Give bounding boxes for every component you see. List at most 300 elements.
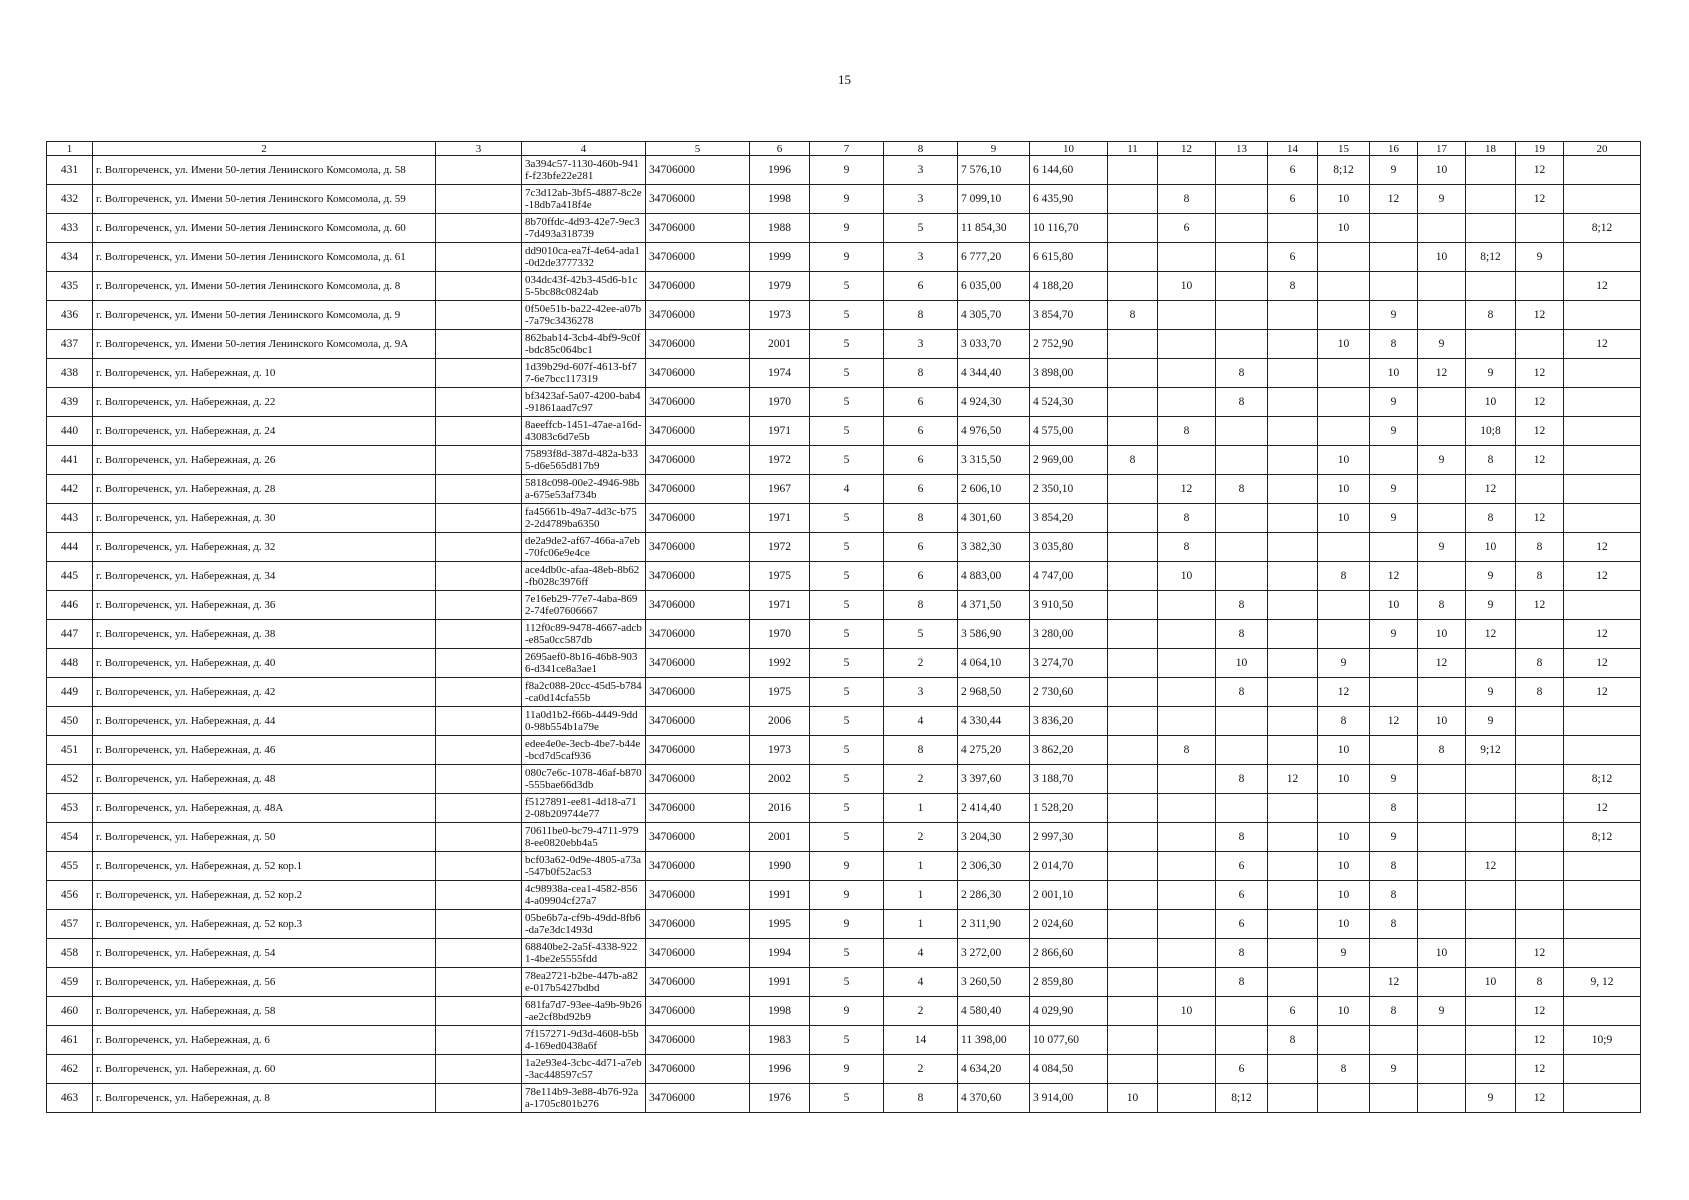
- cell-col-13: [1216, 301, 1268, 330]
- cell-col-12: [1158, 330, 1216, 359]
- cell-col-16: [1370, 243, 1418, 272]
- cell-col-3: [436, 272, 522, 301]
- cell-living-area: 6 435,90: [1030, 185, 1108, 214]
- cell-col-14: [1268, 707, 1318, 736]
- cell-house-guid: 681fa7d7-93ee-4a9b-9b26-ae2cf8bd92b9: [522, 997, 646, 1026]
- cell-entrances: 2: [884, 1055, 958, 1084]
- cell-col-13: 8: [1216, 591, 1268, 620]
- cell-col-13: 6: [1216, 1055, 1268, 1084]
- cell-col-18: [1466, 939, 1516, 968]
- cell-build-year: 1975: [750, 562, 810, 591]
- cell-col-18: [1466, 214, 1516, 243]
- cell-col-20: [1564, 910, 1641, 939]
- cell-col-19: 8: [1516, 968, 1564, 997]
- cell-col-3: [436, 533, 522, 562]
- cell-living-area: 2 730,60: [1030, 678, 1108, 707]
- cell-house-guid: 862bab14-3cb4-4bf9-9c0f-bdc85c064bc1: [522, 330, 646, 359]
- cell-floors: 9: [810, 910, 884, 939]
- cell-col-20: [1564, 881, 1641, 910]
- column-header-1: 1: [47, 142, 93, 156]
- column-header-8: 8: [884, 142, 958, 156]
- cell-col-20: 8;12: [1564, 823, 1641, 852]
- cell-address: г. Волгореченск, ул. Имени 50-летия Ленинского Комсомола, д. 8: [93, 272, 436, 301]
- cell-house-guid: 1a2e93e4-3cbc-4d71-a7eb-3ac448597c57: [522, 1055, 646, 1084]
- cell-col-14: [1268, 968, 1318, 997]
- cell-col-12: [1158, 620, 1216, 649]
- cell-col-3: [436, 1084, 522, 1113]
- cell-col-12: 8: [1158, 533, 1216, 562]
- cell-col-16: [1370, 533, 1418, 562]
- cell-col-18: 9: [1466, 591, 1516, 620]
- cell-total-area: 2 968,50: [958, 678, 1030, 707]
- cell-col-3: [436, 330, 522, 359]
- cell-living-area: 4 188,20: [1030, 272, 1108, 301]
- cell-house-guid: 4c98938a-cea1-4582-8564-a09904cf27a7: [522, 881, 646, 910]
- cell-row-number: 439: [47, 388, 93, 417]
- cell-col-17: [1418, 765, 1466, 794]
- cell-col-14: [1268, 475, 1318, 504]
- cell-house-guid: 78e114b9-3e88-4b76-92aa-1705c801b276: [522, 1084, 646, 1113]
- cell-col-11: 8: [1108, 301, 1158, 330]
- cell-col-15: [1318, 388, 1370, 417]
- cell-col-20: [1564, 301, 1641, 330]
- cell-address: г. Волгореченск, ул. Набережная, д. 6: [93, 1026, 436, 1055]
- cell-col-3: [436, 475, 522, 504]
- cell-col-15: [1318, 1084, 1370, 1113]
- cell-entrances: 1: [884, 881, 958, 910]
- cell-row-number: 453: [47, 794, 93, 823]
- cell-row-number: 454: [47, 823, 93, 852]
- cell-build-year: 1996: [750, 156, 810, 185]
- cell-entrances: 6: [884, 272, 958, 301]
- cell-col-12: 8: [1158, 736, 1216, 765]
- cell-address: г. Волгореченск, ул. Набережная, д. 28: [93, 475, 436, 504]
- cell-house-guid: 05be6b7a-cf9b-49dd-8fb6-da7e3dc1493d: [522, 910, 646, 939]
- cell-col-14: [1268, 881, 1318, 910]
- cell-floors: 5: [810, 446, 884, 475]
- cell-row-number: 445: [47, 562, 93, 591]
- column-header-6: 6: [750, 142, 810, 156]
- cell-col-19: 12: [1516, 997, 1564, 1026]
- cell-col-17: [1418, 504, 1466, 533]
- cell-entrances: 6: [884, 533, 958, 562]
- cell-col-3: [436, 678, 522, 707]
- cell-col-18: 12: [1466, 475, 1516, 504]
- cell-row-number: 432: [47, 185, 93, 214]
- cell-build-year: 1996: [750, 1055, 810, 1084]
- table-row: [47, 156, 1641, 185]
- cell-col-17: 9: [1418, 330, 1466, 359]
- cell-col-12: [1158, 881, 1216, 910]
- cell-col-16: 9: [1370, 475, 1418, 504]
- cell-oktmo-code: 34706000: [646, 823, 750, 852]
- cell-col-15: 8: [1318, 562, 1370, 591]
- cell-col-15: 12: [1318, 678, 1370, 707]
- cell-col-20: 12: [1564, 649, 1641, 678]
- cell-col-14: [1268, 591, 1318, 620]
- cell-col-14: [1268, 330, 1318, 359]
- cell-col-16: [1370, 214, 1418, 243]
- cell-col-11: [1108, 359, 1158, 388]
- table-row: [47, 388, 1641, 417]
- cell-address: г. Волгореченск, ул. Набережная, д. 52 кор.3: [93, 910, 436, 939]
- cell-col-11: [1108, 562, 1158, 591]
- cell-col-3: [436, 736, 522, 765]
- cell-col-11: [1108, 475, 1158, 504]
- cell-oktmo-code: 34706000: [646, 417, 750, 446]
- cell-col-12: [1158, 823, 1216, 852]
- cell-col-12: 6: [1158, 214, 1216, 243]
- cell-col-19: 8: [1516, 562, 1564, 591]
- table-row: [47, 301, 1641, 330]
- cell-col-12: [1158, 678, 1216, 707]
- cell-col-3: [436, 214, 522, 243]
- cell-col-18: [1466, 881, 1516, 910]
- cell-col-15: 9: [1318, 649, 1370, 678]
- cell-house-guid: fa45661b-49a7-4d3c-b752-2d4789ba6350: [522, 504, 646, 533]
- column-header-9: 9: [958, 142, 1030, 156]
- cell-house-guid: 8aeeffcb-1451-47ae-a16d-43083c6d7e5b: [522, 417, 646, 446]
- cell-col-15: [1318, 272, 1370, 301]
- cell-col-20: 8;12: [1564, 214, 1641, 243]
- cell-col-14: [1268, 562, 1318, 591]
- table-row: [47, 678, 1641, 707]
- cell-col-13: 8: [1216, 475, 1268, 504]
- cell-address: г. Волгореченск, ул. Набережная, д. 26: [93, 446, 436, 475]
- cell-oktmo-code: 34706000: [646, 765, 750, 794]
- cell-col-11: [1108, 765, 1158, 794]
- housing-registry-table: [46, 141, 1641, 1113]
- cell-col-19: 12: [1516, 939, 1564, 968]
- cell-floors: 9: [810, 997, 884, 1026]
- column-number-row: [47, 142, 1641, 156]
- cell-oktmo-code: 34706000: [646, 243, 750, 272]
- cell-build-year: 1983: [750, 1026, 810, 1055]
- cell-total-area: 4 330,44: [958, 707, 1030, 736]
- cell-floors: 5: [810, 562, 884, 591]
- cell-col-17: [1418, 910, 1466, 939]
- cell-oktmo-code: 34706000: [646, 939, 750, 968]
- column-header-15: 15: [1318, 142, 1370, 156]
- cell-oktmo-code: 34706000: [646, 794, 750, 823]
- cell-col-12: [1158, 910, 1216, 939]
- cell-col-17: 9: [1418, 185, 1466, 214]
- cell-col-16: [1370, 939, 1418, 968]
- cell-col-13: 8: [1216, 620, 1268, 649]
- table-row: [47, 1026, 1641, 1055]
- cell-floors: 5: [810, 736, 884, 765]
- cell-col-19: [1516, 823, 1564, 852]
- cell-col-20: [1564, 852, 1641, 881]
- cell-oktmo-code: 34706000: [646, 388, 750, 417]
- cell-col-12: [1158, 446, 1216, 475]
- cell-living-area: 4 084,50: [1030, 1055, 1108, 1084]
- cell-col-14: 12: [1268, 765, 1318, 794]
- cell-col-17: [1418, 1026, 1466, 1055]
- cell-col-11: [1108, 707, 1158, 736]
- cell-col-18: 8: [1466, 301, 1516, 330]
- cell-address: г. Волгореченск, ул. Имени 50-летия Ленинского Комсомола, д. 61: [93, 243, 436, 272]
- cell-col-13: [1216, 533, 1268, 562]
- cell-col-20: [1564, 185, 1641, 214]
- cell-col-17: [1418, 678, 1466, 707]
- cell-col-20: [1564, 243, 1641, 272]
- cell-floors: 5: [810, 765, 884, 794]
- table-row: [47, 417, 1641, 446]
- cell-row-number: 446: [47, 591, 93, 620]
- cell-col-20: [1564, 417, 1641, 446]
- cell-col-18: 8;12: [1466, 243, 1516, 272]
- cell-floors: 5: [810, 388, 884, 417]
- cell-col-14: 6: [1268, 156, 1318, 185]
- cell-col-19: 12: [1516, 591, 1564, 620]
- table-row: [47, 330, 1641, 359]
- cell-address: г. Волгореченск, ул. Набережная, д. 42: [93, 678, 436, 707]
- cell-col-18: 10: [1466, 968, 1516, 997]
- cell-address: г. Волгореченск, ул. Набережная, д. 52 кор.1: [93, 852, 436, 881]
- cell-col-14: [1268, 939, 1318, 968]
- cell-col-20: 8;12: [1564, 765, 1641, 794]
- cell-col-19: [1516, 620, 1564, 649]
- cell-col-13: [1216, 214, 1268, 243]
- cell-col-17: [1418, 301, 1466, 330]
- cell-col-16: 8: [1370, 997, 1418, 1026]
- cell-build-year: 1991: [750, 881, 810, 910]
- cell-entrances: 14: [884, 1026, 958, 1055]
- cell-col-12: 8: [1158, 417, 1216, 446]
- cell-house-guid: f8a2c088-20cc-45d5-b784-ca0d14cfa55b: [522, 678, 646, 707]
- cell-address: г. Волгореченск, ул. Набережная, д. 30: [93, 504, 436, 533]
- cell-entrances: 3: [884, 156, 958, 185]
- cell-entrances: 8: [884, 301, 958, 330]
- cell-total-area: 4 064,10: [958, 649, 1030, 678]
- cell-build-year: 1971: [750, 591, 810, 620]
- cell-oktmo-code: 34706000: [646, 214, 750, 243]
- cell-floors: 9: [810, 881, 884, 910]
- cell-col-12: [1158, 388, 1216, 417]
- cell-house-guid: 034dc43f-42b3-45d6-b1c5-5bc88c0824ab: [522, 272, 646, 301]
- cell-build-year: 2016: [750, 794, 810, 823]
- cell-row-number: 463: [47, 1084, 93, 1113]
- cell-col-14: 6: [1268, 185, 1318, 214]
- cell-col-3: [436, 591, 522, 620]
- cell-oktmo-code: 34706000: [646, 185, 750, 214]
- cell-entrances: 8: [884, 736, 958, 765]
- cell-row-number: 461: [47, 1026, 93, 1055]
- cell-col-20: [1564, 1055, 1641, 1084]
- cell-entrances: 8: [884, 359, 958, 388]
- cell-col-15: [1318, 417, 1370, 446]
- table-row: [47, 243, 1641, 272]
- cell-col-15: 10: [1318, 504, 1370, 533]
- cell-col-3: [436, 1026, 522, 1055]
- cell-total-area: 2 311,90: [958, 910, 1030, 939]
- cell-col-18: 9: [1466, 678, 1516, 707]
- cell-total-area: 2 606,10: [958, 475, 1030, 504]
- cell-total-area: 3 586,90: [958, 620, 1030, 649]
- cell-col-3: [436, 997, 522, 1026]
- cell-build-year: 1972: [750, 533, 810, 562]
- cell-col-19: 12: [1516, 417, 1564, 446]
- cell-col-16: 9: [1370, 301, 1418, 330]
- cell-house-guid: 112f0c89-9478-4667-adcb-e85a0cc587db: [522, 620, 646, 649]
- cell-col-20: [1564, 475, 1641, 504]
- cell-col-13: [1216, 794, 1268, 823]
- cell-col-15: [1318, 533, 1370, 562]
- cell-living-area: 2 350,10: [1030, 475, 1108, 504]
- column-header-3: 3: [436, 142, 522, 156]
- cell-col-17: [1418, 968, 1466, 997]
- table-row: [47, 968, 1641, 997]
- cell-living-area: 2 014,70: [1030, 852, 1108, 881]
- cell-total-area: 4 370,60: [958, 1084, 1030, 1113]
- cell-col-11: [1108, 504, 1158, 533]
- cell-col-15: [1318, 968, 1370, 997]
- cell-col-17: 10: [1418, 939, 1466, 968]
- column-header-4: 4: [522, 142, 646, 156]
- cell-col-13: 6: [1216, 852, 1268, 881]
- cell-total-area: 7 099,10: [958, 185, 1030, 214]
- cell-col-3: [436, 243, 522, 272]
- cell-col-17: [1418, 823, 1466, 852]
- cell-col-20: [1564, 388, 1641, 417]
- cell-house-guid: bcf03a62-0d9e-4805-a73a-547b0f52ac53: [522, 852, 646, 881]
- cell-col-18: 8: [1466, 446, 1516, 475]
- column-header-14: 14: [1268, 142, 1318, 156]
- cell-living-area: 10 116,70: [1030, 214, 1108, 243]
- cell-total-area: 4 275,20: [958, 736, 1030, 765]
- cell-entrances: 8: [884, 591, 958, 620]
- table-row: [47, 707, 1641, 736]
- cell-col-13: 8: [1216, 939, 1268, 968]
- cell-col-19: [1516, 707, 1564, 736]
- cell-house-guid: 8b70ffdc-4d93-42e7-9ec3-7d493a318739: [522, 214, 646, 243]
- cell-col-14: [1268, 1055, 1318, 1084]
- cell-total-area: 6 035,00: [958, 272, 1030, 301]
- cell-oktmo-code: 34706000: [646, 301, 750, 330]
- cell-row-number: 459: [47, 968, 93, 997]
- cell-house-guid: 11a0d1b2-f66b-4449-9dd0-98b554b1a79e: [522, 707, 646, 736]
- cell-col-15: 10: [1318, 736, 1370, 765]
- cell-col-18: 10;8: [1466, 417, 1516, 446]
- cell-floors: 9: [810, 214, 884, 243]
- cell-col-15: [1318, 620, 1370, 649]
- cell-house-guid: 1d39b29d-607f-4613-bf77-6e7bcc117319: [522, 359, 646, 388]
- cell-address: г. Волгореченск, ул. Набережная, д. 44: [93, 707, 436, 736]
- cell-col-15: [1318, 243, 1370, 272]
- cell-col-18: 9;12: [1466, 736, 1516, 765]
- cell-col-13: [1216, 156, 1268, 185]
- cell-col-11: [1108, 736, 1158, 765]
- cell-oktmo-code: 34706000: [646, 272, 750, 301]
- cell-col-3: [436, 620, 522, 649]
- cell-col-12: [1158, 765, 1216, 794]
- column-header-17: 17: [1418, 142, 1466, 156]
- cell-col-17: 8: [1418, 591, 1466, 620]
- cell-col-18: [1466, 1026, 1516, 1055]
- cell-col-12: [1158, 939, 1216, 968]
- cell-col-12: [1158, 301, 1216, 330]
- cell-col-17: 10: [1418, 156, 1466, 185]
- cell-address: г. Волгореченск, ул. Набережная, д. 38: [93, 620, 436, 649]
- cell-floors: 5: [810, 968, 884, 997]
- cell-col-14: [1268, 910, 1318, 939]
- cell-col-18: [1466, 330, 1516, 359]
- cell-row-number: 452: [47, 765, 93, 794]
- cell-total-area: 4 883,00: [958, 562, 1030, 591]
- cell-col-12: 8: [1158, 504, 1216, 533]
- page-number: 15: [838, 72, 851, 87]
- cell-living-area: 3 914,00: [1030, 1084, 1108, 1113]
- cell-col-13: [1216, 185, 1268, 214]
- cell-col-19: 12: [1516, 1084, 1564, 1113]
- cell-floors: 5: [810, 707, 884, 736]
- cell-total-area: 3 260,50: [958, 968, 1030, 997]
- cell-entrances: 2: [884, 649, 958, 678]
- column-header-11: 11: [1108, 142, 1158, 156]
- cell-house-guid: edee4e0e-3ecb-4be7-b44e-bcd7d5caf936: [522, 736, 646, 765]
- cell-col-18: [1466, 156, 1516, 185]
- cell-col-12: [1158, 1026, 1216, 1055]
- cell-col-19: 12: [1516, 504, 1564, 533]
- table-row: [47, 997, 1641, 1026]
- cell-entrances: 4: [884, 968, 958, 997]
- cell-floors: 5: [810, 1026, 884, 1055]
- cell-col-3: [436, 910, 522, 939]
- cell-col-18: [1466, 1055, 1516, 1084]
- cell-col-15: 10: [1318, 823, 1370, 852]
- cell-total-area: 3 033,70: [958, 330, 1030, 359]
- cell-house-guid: 0f50e51b-ba22-42ee-a07b-7a79c3436278: [522, 301, 646, 330]
- cell-col-17: 12: [1418, 359, 1466, 388]
- cell-floors: 5: [810, 330, 884, 359]
- column-header-10: 10: [1030, 142, 1108, 156]
- cell-col-17: 10: [1418, 243, 1466, 272]
- cell-living-area: 3 836,20: [1030, 707, 1108, 736]
- cell-floors: 5: [810, 591, 884, 620]
- cell-col-14: [1268, 649, 1318, 678]
- cell-col-17: 9: [1418, 997, 1466, 1026]
- cell-col-17: [1418, 388, 1466, 417]
- cell-col-19: 12: [1516, 1055, 1564, 1084]
- cell-build-year: 1970: [750, 620, 810, 649]
- cell-address: г. Волгореченск, ул. Набережная, д. 36: [93, 591, 436, 620]
- cell-entrances: 6: [884, 417, 958, 446]
- cell-col-16: 9: [1370, 1055, 1418, 1084]
- cell-oktmo-code: 34706000: [646, 736, 750, 765]
- cell-col-19: [1516, 852, 1564, 881]
- cell-build-year: 2002: [750, 765, 810, 794]
- column-header-5: 5: [646, 142, 750, 156]
- cell-col-18: 10: [1466, 388, 1516, 417]
- cell-col-12: 8: [1158, 185, 1216, 214]
- cell-col-11: [1108, 852, 1158, 881]
- cell-col-13: [1216, 504, 1268, 533]
- cell-floors: 5: [810, 823, 884, 852]
- cell-row-number: 440: [47, 417, 93, 446]
- cell-total-area: 4 580,40: [958, 997, 1030, 1026]
- cell-col-20: [1564, 939, 1641, 968]
- cell-col-15: [1318, 794, 1370, 823]
- cell-col-16: [1370, 678, 1418, 707]
- cell-col-13: 10: [1216, 649, 1268, 678]
- cell-address: г. Волгореченск, ул. Набережная, д. 10: [93, 359, 436, 388]
- cell-col-15: 8: [1318, 707, 1370, 736]
- cell-floors: 4: [810, 475, 884, 504]
- cell-col-16: 9: [1370, 823, 1418, 852]
- cell-floors: 5: [810, 272, 884, 301]
- table-row: [47, 359, 1641, 388]
